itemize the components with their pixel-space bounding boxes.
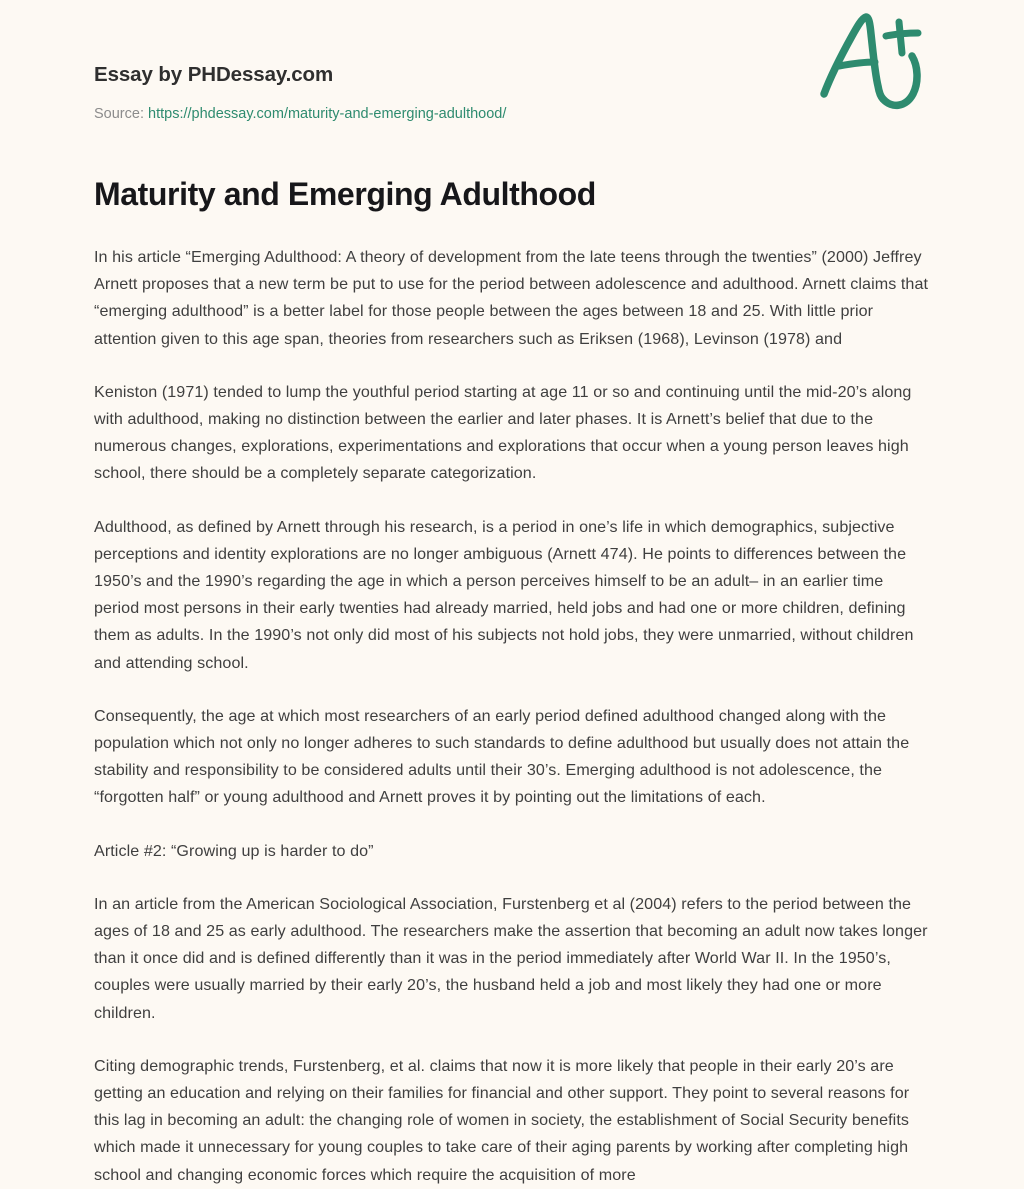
article-paragraph: Adulthood, as defined by Arnett through his research, is a period in one’s life in which demographics, subjective perceptions and identity explorations are no longer ambiguous (Arnett 474). He points to differences between the 1950’s and the 1990’s regarding the age in which a person perceives himself to be an adult– in an earlier time period most persons in their early twenties had already married, held jobs and had one or more children, defining them as adults. In the 1990’s not only did most of his subjects not hold jobs, they were unmarried, without children and attending school.: [94, 517, 914, 672]
brand-title: Essay by PHDessay.com: [94, 63, 334, 86]
article-paragraph: Citing demographic trends, Furstenberg, et al. claims that now it is more likely that people in their early 20’s are getting an education and relying on their families for financial and other support. They point to several reasons for this lag in becoming an adult: the changing role of women in society, the establishment of Social Security benefits which made it unnecessary for young couples to take care of their aging parents by working after completing high school and changing economic forces which require the acquisition of more: [94, 1056, 910, 1184]
source-label: Source:: [94, 106, 144, 122]
article-paragraph: In his article “Emerging Adulthood: A theory of development from the late teens through the twenties” (2000) Jeffrey Arnett proposes that a new term be put to use for the period between adolescence and adulthood. Arnett claims that “emerging adulthood” is a better label for those people between the ages between 18 and 25. With little prior attention given to this age span, theories from researchers such as Eriksen (1968), Levinson (1978) and: [94, 248, 929, 348]
article-subheading: Article #2: “Growing up is harder to do”: [94, 841, 374, 860]
article-paragraph: Consequently, the age at which most researchers of an early period defined adulthood changed along with the population which not only no longer adheres to such standards to define adulthood but usually does not attain the stability and responsibility to be considered adults until their 30’s. Emerging adulthood is not adolescence, the “forgotten half” or young adulthood and Arnett proves it by pointing out the limitations of each.: [94, 706, 910, 807]
source-line: [94, 104, 930, 124]
a-plus-logo-icon: [812, 8, 940, 112]
source-url-link[interactable]: https://phdessay.com/maturity-and-emerging-adulthood/: [148, 106, 507, 122]
page-title: Maturity and Emerging Adulthood: [94, 176, 596, 212]
page-header: [94, 0, 930, 122]
article-paragraph: In an article from the American Sociological Association, Furstenberg et al (2004) refers to the period between the ages of 18 and 25 as early adulthood. The researchers make the assertion that becoming an adult now takes longer than it once did and is defined differently than it was in the period immediately after World War II. In the 1950’s, couples were usually married by their early 20’s, the husband held a job and most likely they had one or more children.: [94, 894, 928, 1022]
article-body: [94, 174, 930, 1189]
article-paragraph: Keniston (1971) tended to lump the youthful period starting at age 11 or so and continuing until the mid-20’s along with adulthood, making no distinction between the earlier and later phases. It is Arnett’s belief that due to the numerous changes, explorations, experimentations and explorations that occur when a young person leaves high school, there should be a completely separate categorization.: [94, 382, 912, 483]
